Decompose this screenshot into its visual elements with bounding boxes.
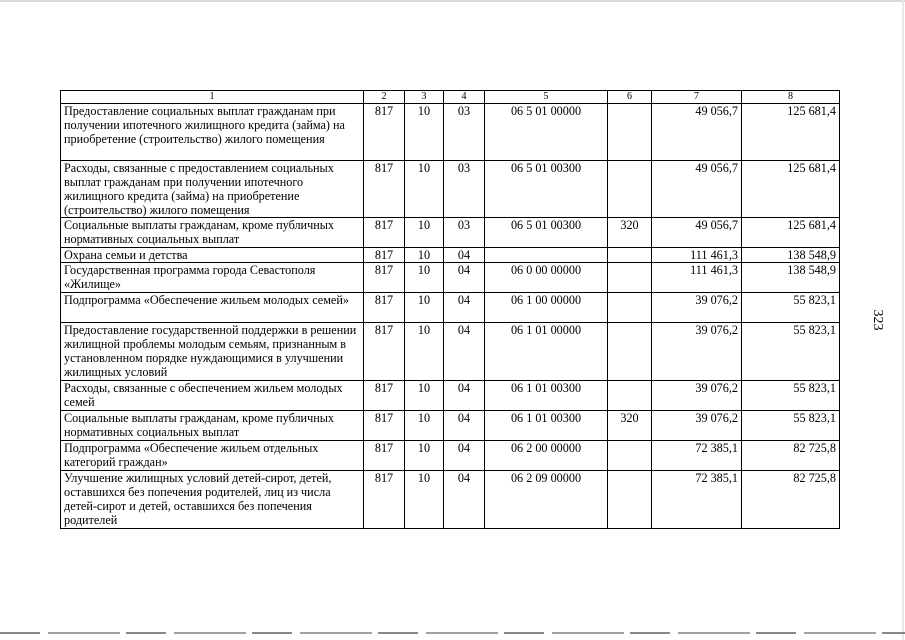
row-section-code: 10	[405, 263, 444, 293]
table-row	[61, 263, 840, 293]
row-amount-2: 55 823,1	[742, 293, 840, 323]
header-col-2: 2	[364, 91, 405, 104]
scan-right-edge	[902, 0, 904, 640]
row-subsection-code: 03	[444, 104, 485, 161]
row-section-code: 10	[405, 381, 444, 411]
row-section-code: 10	[405, 104, 444, 161]
row-amount-1: 72 385,1	[652, 471, 742, 529]
row-name: Социальные выплаты гражданам, кроме публичных нормативных социальных выплат	[61, 411, 364, 441]
row-name: Расходы, связанные с обеспечением жильем молодых семей	[61, 381, 364, 411]
table-row	[61, 161, 840, 218]
row-ministry-code: 817	[364, 441, 405, 471]
budget-table	[60, 90, 840, 529]
row-subsection-code: 04	[444, 381, 485, 411]
row-ministry-code: 817	[364, 381, 405, 411]
row-amount-1: 49 056,7	[652, 218, 742, 248]
row-section-code: 10	[405, 161, 444, 218]
row-target-code: 06 1 01 00300	[485, 411, 608, 441]
row-ministry-code: 817	[364, 263, 405, 293]
scan-top-edge	[0, 0, 905, 2]
row-amount-2: 82 725,8	[742, 471, 840, 529]
row-expense-type	[608, 323, 652, 381]
row-target-code: 06 2 00 00000	[485, 441, 608, 471]
table-row	[61, 411, 840, 441]
row-name: Улучшение жилищных условий детей-сирот, детей, оставшихся без попечения родителей, лиц из числа детей-сирот и детей, оставшихся без попечения родителей	[61, 471, 364, 529]
row-ministry-code: 817	[364, 104, 405, 161]
row-name: Подпрограмма «Обеспечение жильем отдельных категорий граждан»	[61, 441, 364, 471]
table-row	[61, 218, 840, 248]
row-target-code: 06 5 01 00300	[485, 161, 608, 218]
row-target-code: 06 5 01 00300	[485, 218, 608, 248]
row-target-code: 06 0 00 00000	[485, 263, 608, 293]
row-amount-1: 39 076,2	[652, 381, 742, 411]
row-expense-type	[608, 248, 652, 263]
row-target-code: 06 1 00 00000	[485, 293, 608, 323]
row-name: Социальные выплаты гражданам, кроме публичных нормативных социальных выплат	[61, 218, 364, 248]
row-name: Расходы, связанные с предоставлением социальных выплат гражданам при получении ипотечного жилищного кредита (займа) на приобретение (строительство) жилого помещения	[61, 161, 364, 218]
header-col-7: 7	[652, 91, 742, 104]
table-row	[61, 441, 840, 471]
row-ministry-code: 817	[364, 248, 405, 263]
row-ministry-code: 817	[364, 218, 405, 248]
row-name: Предоставление социальных выплат гражданам при получении ипотечного жилищного кредита (займа) на приобретение (строительство) жилого помещения	[61, 104, 364, 161]
row-expense-type: 320	[608, 411, 652, 441]
row-subsection-code: 04	[444, 471, 485, 529]
row-section-code: 10	[405, 471, 444, 529]
header-col-4: 4	[444, 91, 485, 104]
row-amount-2: 138 548,9	[742, 248, 840, 263]
header-col-3: 3	[405, 91, 444, 104]
scan-bottom-edge	[0, 632, 905, 634]
row-section-code: 10	[405, 293, 444, 323]
row-expense-type	[608, 161, 652, 218]
row-expense-type	[608, 263, 652, 293]
row-target-code: 06 1 01 00000	[485, 323, 608, 381]
row-subsection-code: 04	[444, 441, 485, 471]
row-subsection-code: 04	[444, 293, 485, 323]
row-amount-2: 55 823,1	[742, 323, 840, 381]
header-col-8: 8	[742, 91, 840, 104]
row-subsection-code: 03	[444, 161, 485, 218]
row-amount-1: 111 461,3	[652, 263, 742, 293]
table-row	[61, 104, 840, 161]
row-subsection-code: 04	[444, 323, 485, 381]
row-amount-1: 39 076,2	[652, 323, 742, 381]
row-amount-2: 82 725,8	[742, 441, 840, 471]
row-section-code: 10	[405, 441, 444, 471]
row-amount-1: 39 076,2	[652, 293, 742, 323]
row-expense-type	[608, 441, 652, 471]
row-name: Государственная программа города Севастополя «Жилище»	[61, 263, 364, 293]
row-subsection-code: 03	[444, 218, 485, 248]
row-name: Подпрограмма «Обеспечение жильем молодых семей»	[61, 293, 364, 323]
row-subsection-code: 04	[444, 263, 485, 293]
header-col-6: 6	[608, 91, 652, 104]
table-row	[61, 248, 840, 263]
row-expense-type	[608, 104, 652, 161]
row-amount-1: 39 076,2	[652, 411, 742, 441]
row-target-code: 06 5 01 00000	[485, 104, 608, 161]
table-row	[61, 471, 840, 529]
row-amount-2: 125 681,4	[742, 161, 840, 218]
row-ministry-code: 817	[364, 161, 405, 218]
row-expense-type	[608, 381, 652, 411]
row-target-code	[485, 248, 608, 263]
page-number: 323	[870, 309, 885, 331]
table-row	[61, 381, 840, 411]
row-ministry-code: 817	[364, 293, 405, 323]
row-amount-2: 55 823,1	[742, 381, 840, 411]
row-ministry-code: 817	[364, 323, 405, 381]
row-amount-1: 49 056,7	[652, 161, 742, 218]
table-row	[61, 323, 840, 381]
row-target-code: 06 2 09 00000	[485, 471, 608, 529]
row-section-code: 10	[405, 218, 444, 248]
row-expense-type	[608, 293, 652, 323]
row-amount-2: 55 823,1	[742, 411, 840, 441]
row-amount-1: 49 056,7	[652, 104, 742, 161]
row-ministry-code: 817	[364, 471, 405, 529]
row-amount-2: 125 681,4	[742, 104, 840, 161]
header-col-1: 1	[61, 91, 364, 104]
row-amount-2: 138 548,9	[742, 263, 840, 293]
row-amount-1: 72 385,1	[652, 441, 742, 471]
row-amount-2: 125 681,4	[742, 218, 840, 248]
row-section-code: 10	[405, 248, 444, 263]
row-target-code: 06 1 01 00300	[485, 381, 608, 411]
table-header-row	[61, 91, 840, 104]
row-amount-1: 111 461,3	[652, 248, 742, 263]
row-ministry-code: 817	[364, 411, 405, 441]
row-subsection-code: 04	[444, 248, 485, 263]
row-expense-type: 320	[608, 218, 652, 248]
table-row	[61, 293, 840, 323]
header-col-5: 5	[485, 91, 608, 104]
row-name: Охрана семьи и детства	[61, 248, 364, 263]
row-expense-type	[608, 471, 652, 529]
row-section-code: 10	[405, 323, 444, 381]
row-name: Предоставление государственной поддержки в решении жилищной проблемы молодым семьям, признанным в установленном порядке нуждающимися в улучшении жилищных условий	[61, 323, 364, 381]
row-subsection-code: 04	[444, 411, 485, 441]
row-section-code: 10	[405, 411, 444, 441]
